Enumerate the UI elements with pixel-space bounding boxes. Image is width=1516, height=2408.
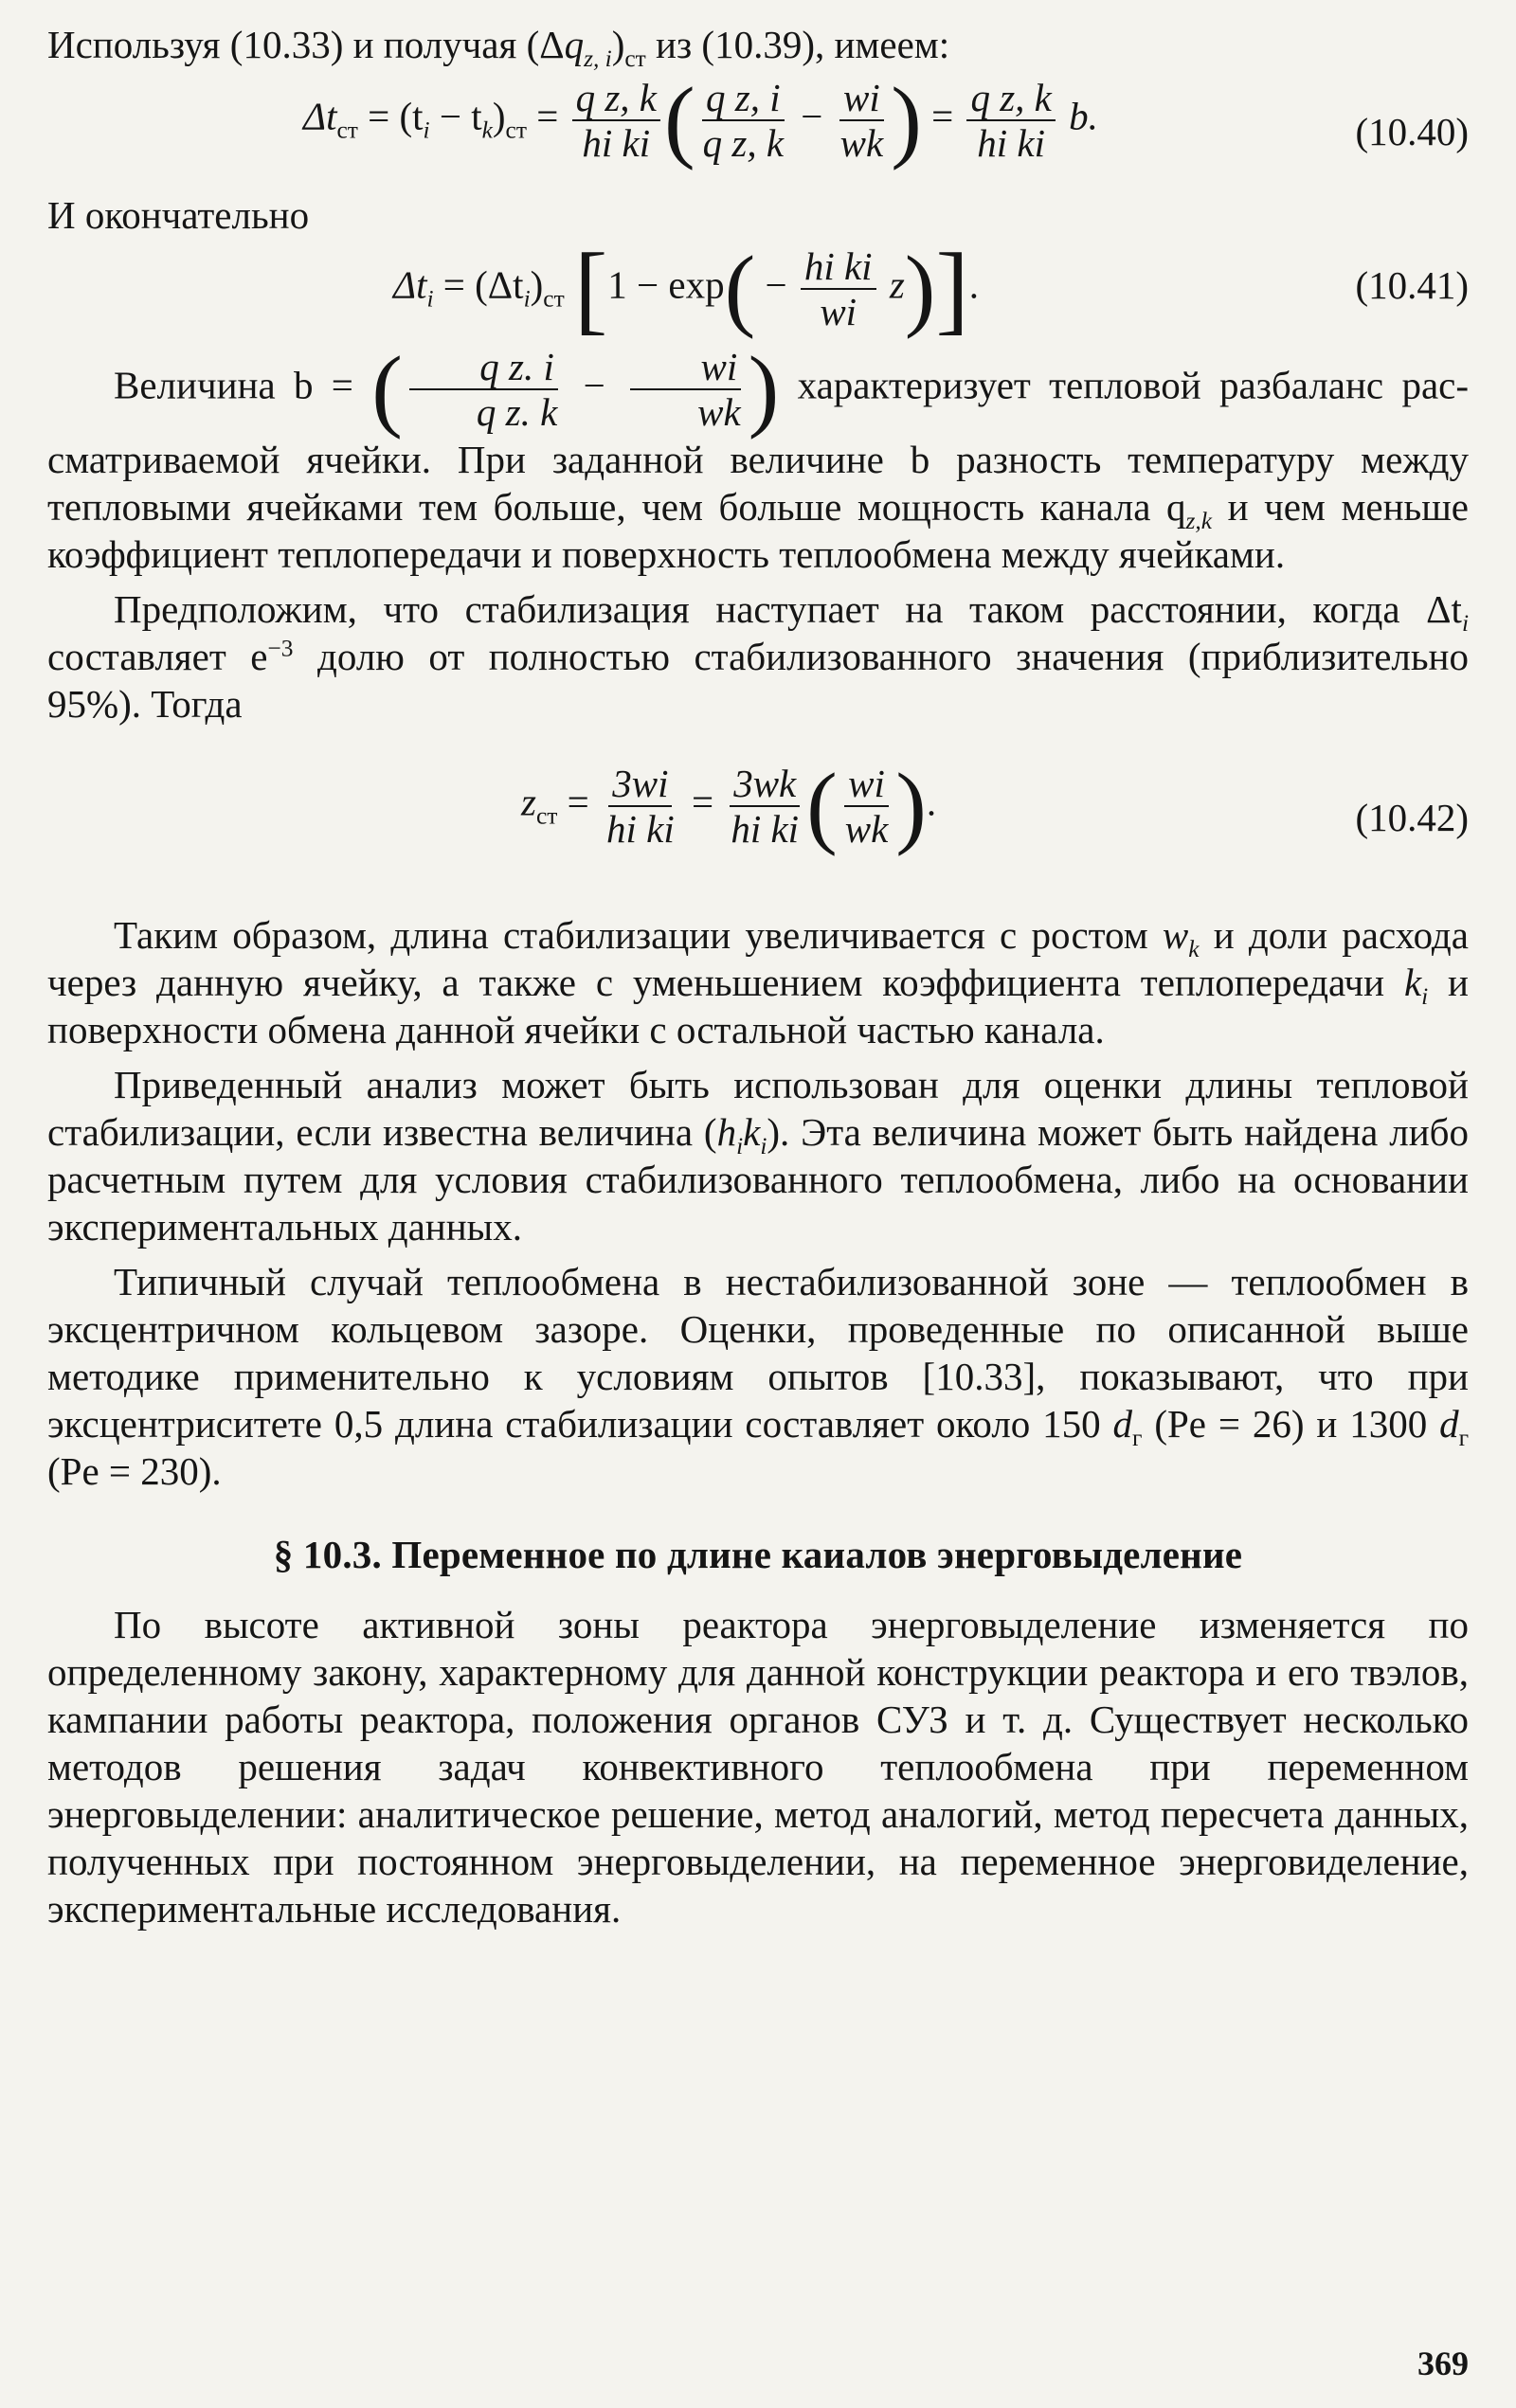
subscript: i: [760, 1133, 767, 1160]
eq-text: =: [681, 780, 724, 824]
paragraph-final: И окончательно: [47, 193, 310, 237]
paragraph-b: Величина b = ( $\frac{\text{q z. i}}{\text{q z. k}}$ − $\frac{wi}{wk}$ ) характеризует тепловой разбаланс рас- сматриваемой ячейки. При заданной величине b разность температуру между тепловыми ячейками тем больше, чем больше мощность канала $q_{z,k}$ и чем меньше коэффициент теплопередачи и поверхность теплообмена между ячейками.: [47, 338, 1469, 576]
symbol: d: [1439, 1402, 1459, 1446]
numerator: 3wk: [730, 762, 800, 807]
text: −: [565, 363, 624, 407]
fraction: [603, 762, 678, 851]
page: [47, 21, 1469, 1932]
text: (Pe = 230).: [47, 1449, 222, 1493]
numerator: wi: [630, 345, 741, 390]
numerator: wi: [839, 76, 884, 121]
paragraph-summary: [47, 911, 1469, 1053]
subscript: z, i: [584, 45, 612, 73]
numerator: 3wi: [608, 762, 672, 807]
text: Типичный случай теплообмена в нестабилизованной зоне — теплообмен в эксцентричном кольцевом зазоре. Оценки, проведенные по описанной выше методике применительно к условиям опытов [10.33], показывают, что при эксцентриситете 0,5 длина стабилизации составляет около 150: [47, 1260, 1469, 1446]
eq-text: = (Δt: [433, 262, 524, 307]
fraction: [627, 345, 745, 434]
text: и поверхности обмена данной ячейки с остальной частью канала.: [47, 961, 1469, 1051]
denominator: q z, k: [702, 121, 785, 165]
denominator: wk: [844, 807, 889, 851]
subscript: k: [1188, 936, 1200, 963]
numerator: wi: [844, 762, 889, 807]
fraction: [966, 76, 1055, 165]
subscript: i: [736, 1133, 744, 1160]
paragraph-analysis: [47, 1061, 1469, 1250]
eq-text: −: [791, 94, 833, 138]
subscript: i: [1461, 610, 1469, 638]
eq-text: ): [492, 94, 506, 138]
page-number: 369: [1417, 2345, 1469, 2382]
symbol: w: [1162, 913, 1189, 957]
symbol: h: [716, 1110, 737, 1154]
text: Величина b =: [114, 363, 372, 407]
symbol: k: [743, 1110, 761, 1154]
eq-text: z: [879, 262, 905, 307]
numerator: q z, k: [966, 76, 1055, 121]
subscript: i: [523, 285, 531, 313]
subscript: z,k: [1185, 508, 1212, 535]
denominator: q z. k: [476, 390, 558, 434]
eq-lhs: z: [521, 780, 536, 824]
numerator: q z, i: [702, 76, 785, 121]
superscript: −3: [267, 635, 294, 662]
eq-text: ): [530, 262, 544, 307]
eq-text: = (t: [357, 94, 424, 138]
text: Используя (10.33) и получая (Δ: [47, 23, 565, 66]
denominator: wk: [697, 390, 741, 434]
denominator: wi: [820, 290, 857, 333]
text: ). Эта величина может быть найдена либо расчетным путем для условия стабилизованного теплообмена, либо на основании экспериментальных данных.: [47, 1110, 1469, 1249]
fraction: [801, 244, 876, 333]
subscript: ст: [505, 117, 527, 144]
fraction: [841, 762, 893, 851]
fraction: [699, 76, 787, 165]
text: составляет e: [47, 635, 268, 678]
eq-text: − t: [429, 94, 482, 138]
subscript: ст: [336, 117, 358, 144]
equation-10-42: $z_{ст}$ = $\frac{3wi}{\text{hi ki}}$ = $\frac{3wk}{\text{hi ki}}$ ( $\frac{wi}{wk}$ ). (10.42): [521, 755, 1469, 857]
text: характеризует тепловой разбаланс рас-: [779, 363, 1469, 407]
denominator: hi ki: [977, 121, 1046, 165]
eq-lhs: Δt: [303, 94, 337, 138]
eq-text: .: [968, 262, 979, 307]
text: (Pe = 26) и 1300: [1142, 1402, 1440, 1446]
denominator: hi ki: [731, 807, 800, 851]
denominator: wk: [839, 121, 884, 165]
fraction: [406, 345, 561, 434]
equation-number: (10.41): [1355, 263, 1469, 307]
equation-number: (10.42): [1355, 796, 1469, 839]
subscript: г: [1132, 1425, 1143, 1452]
eq-lhs: Δt: [393, 262, 427, 307]
symbol: k: [1403, 961, 1422, 1004]
subscript: i: [1421, 983, 1429, 1011]
text: и чем меньше коэффициент теплопередачи и поверхность теплообмена между ячейками.: [47, 485, 1469, 576]
subscript: i: [426, 285, 434, 313]
fraction: [837, 76, 888, 165]
text: долю от полностью стабилизованного значения (приблизительно 95%). Тогда: [47, 635, 1469, 726]
paragraph-stabilization: [47, 585, 1469, 728]
section-heading: § 10.3. Переменное по длине каиалов энерговыделение: [273, 1533, 1243, 1576]
eq-text: =: [557, 780, 599, 824]
paragraph-typical-case: [47, 1258, 1469, 1495]
text: из (10.39), имеем:: [645, 23, 950, 66]
numerator: q z, k: [572, 76, 660, 121]
numerator: hi ki: [801, 244, 876, 290]
subscript: ст: [535, 802, 558, 830]
paragraph-section-body: По высоте активной зоны реактора энерговыделение изменяется по определенному закону, характерному для данной конструкции реактора и его твэлов, кампании работы реактора, положения органов СУЗ и т. д. Существует несколько методов решения задач конвективного теплообмена при переменном энерговыделении: аналитическое решение, метод аналогий, метод пересчета данных, полученных при постоянном энерговыделении, на переменное энерговиделение, экспериментальные исследования.: [47, 1603, 1469, 1931]
paragraph-intro: Используя (10.33) и получая $(\Delta q_{z, i})_{ст}$ из (10.39), имеем:: [47, 23, 950, 73]
equation-10-40: $\Delta t_{ст} = (t_i - t_k)_{ст}$ = $\frac{\text{q z, k}}{\text{hi ki}}$ ( $\frac{\text{q z, i}}{\text{q z, k}}$ − $\frac{wi}{wk}$ ) = $\frac{\text{q z, k}}{\text{hi ki}}$ b. (10.40): [303, 69, 1469, 171]
fraction: [572, 76, 660, 165]
text: Предположим, что стабилизация наступает на таком расстоянии, когда Δt: [114, 587, 1462, 631]
text: Приведенный анализ может быть использован для оценки длины тепловой стабилизации, если известна величина (: [47, 1063, 1469, 1154]
numerator: q z. i: [409, 345, 558, 390]
equation-number: (10.40): [1355, 110, 1469, 153]
text: и доли расхода через данную ячейку, а также с уменьшением коэффициента теплопередачи: [47, 913, 1469, 1004]
denominator: hi ki: [582, 121, 651, 165]
eq-text: 1 − exp: [607, 262, 725, 307]
subscript: ст: [624, 45, 646, 73]
fraction: [727, 762, 803, 851]
text: сматриваемой ячейки. При заданной величине b разность температуру между тепловыми ячейками тем больше, чем больше мощность канала q: [47, 438, 1469, 529]
text: Таким образом, длина стабилизации увеличивается с ростом: [114, 913, 1163, 957]
symbol: d: [1112, 1402, 1133, 1446]
subscript: k: [481, 117, 493, 144]
subscript: г: [1458, 1425, 1469, 1452]
equation-10-41: $\Delta t_i = (\Delta t_i)_{ст}$ [1 − exp( − $\frac{\text{hi ki}}{wi}$ z)]. (10.41): [393, 233, 1469, 344]
subscript: ст: [543, 285, 565, 313]
symbol: q: [564, 23, 585, 66]
eq-text: −: [755, 262, 797, 307]
eq-text: .: [926, 780, 937, 824]
eq-text: b.: [1058, 94, 1098, 138]
subscript: i: [423, 117, 430, 144]
eq-text: =: [526, 94, 568, 138]
denominator: hi ki: [605, 807, 675, 851]
